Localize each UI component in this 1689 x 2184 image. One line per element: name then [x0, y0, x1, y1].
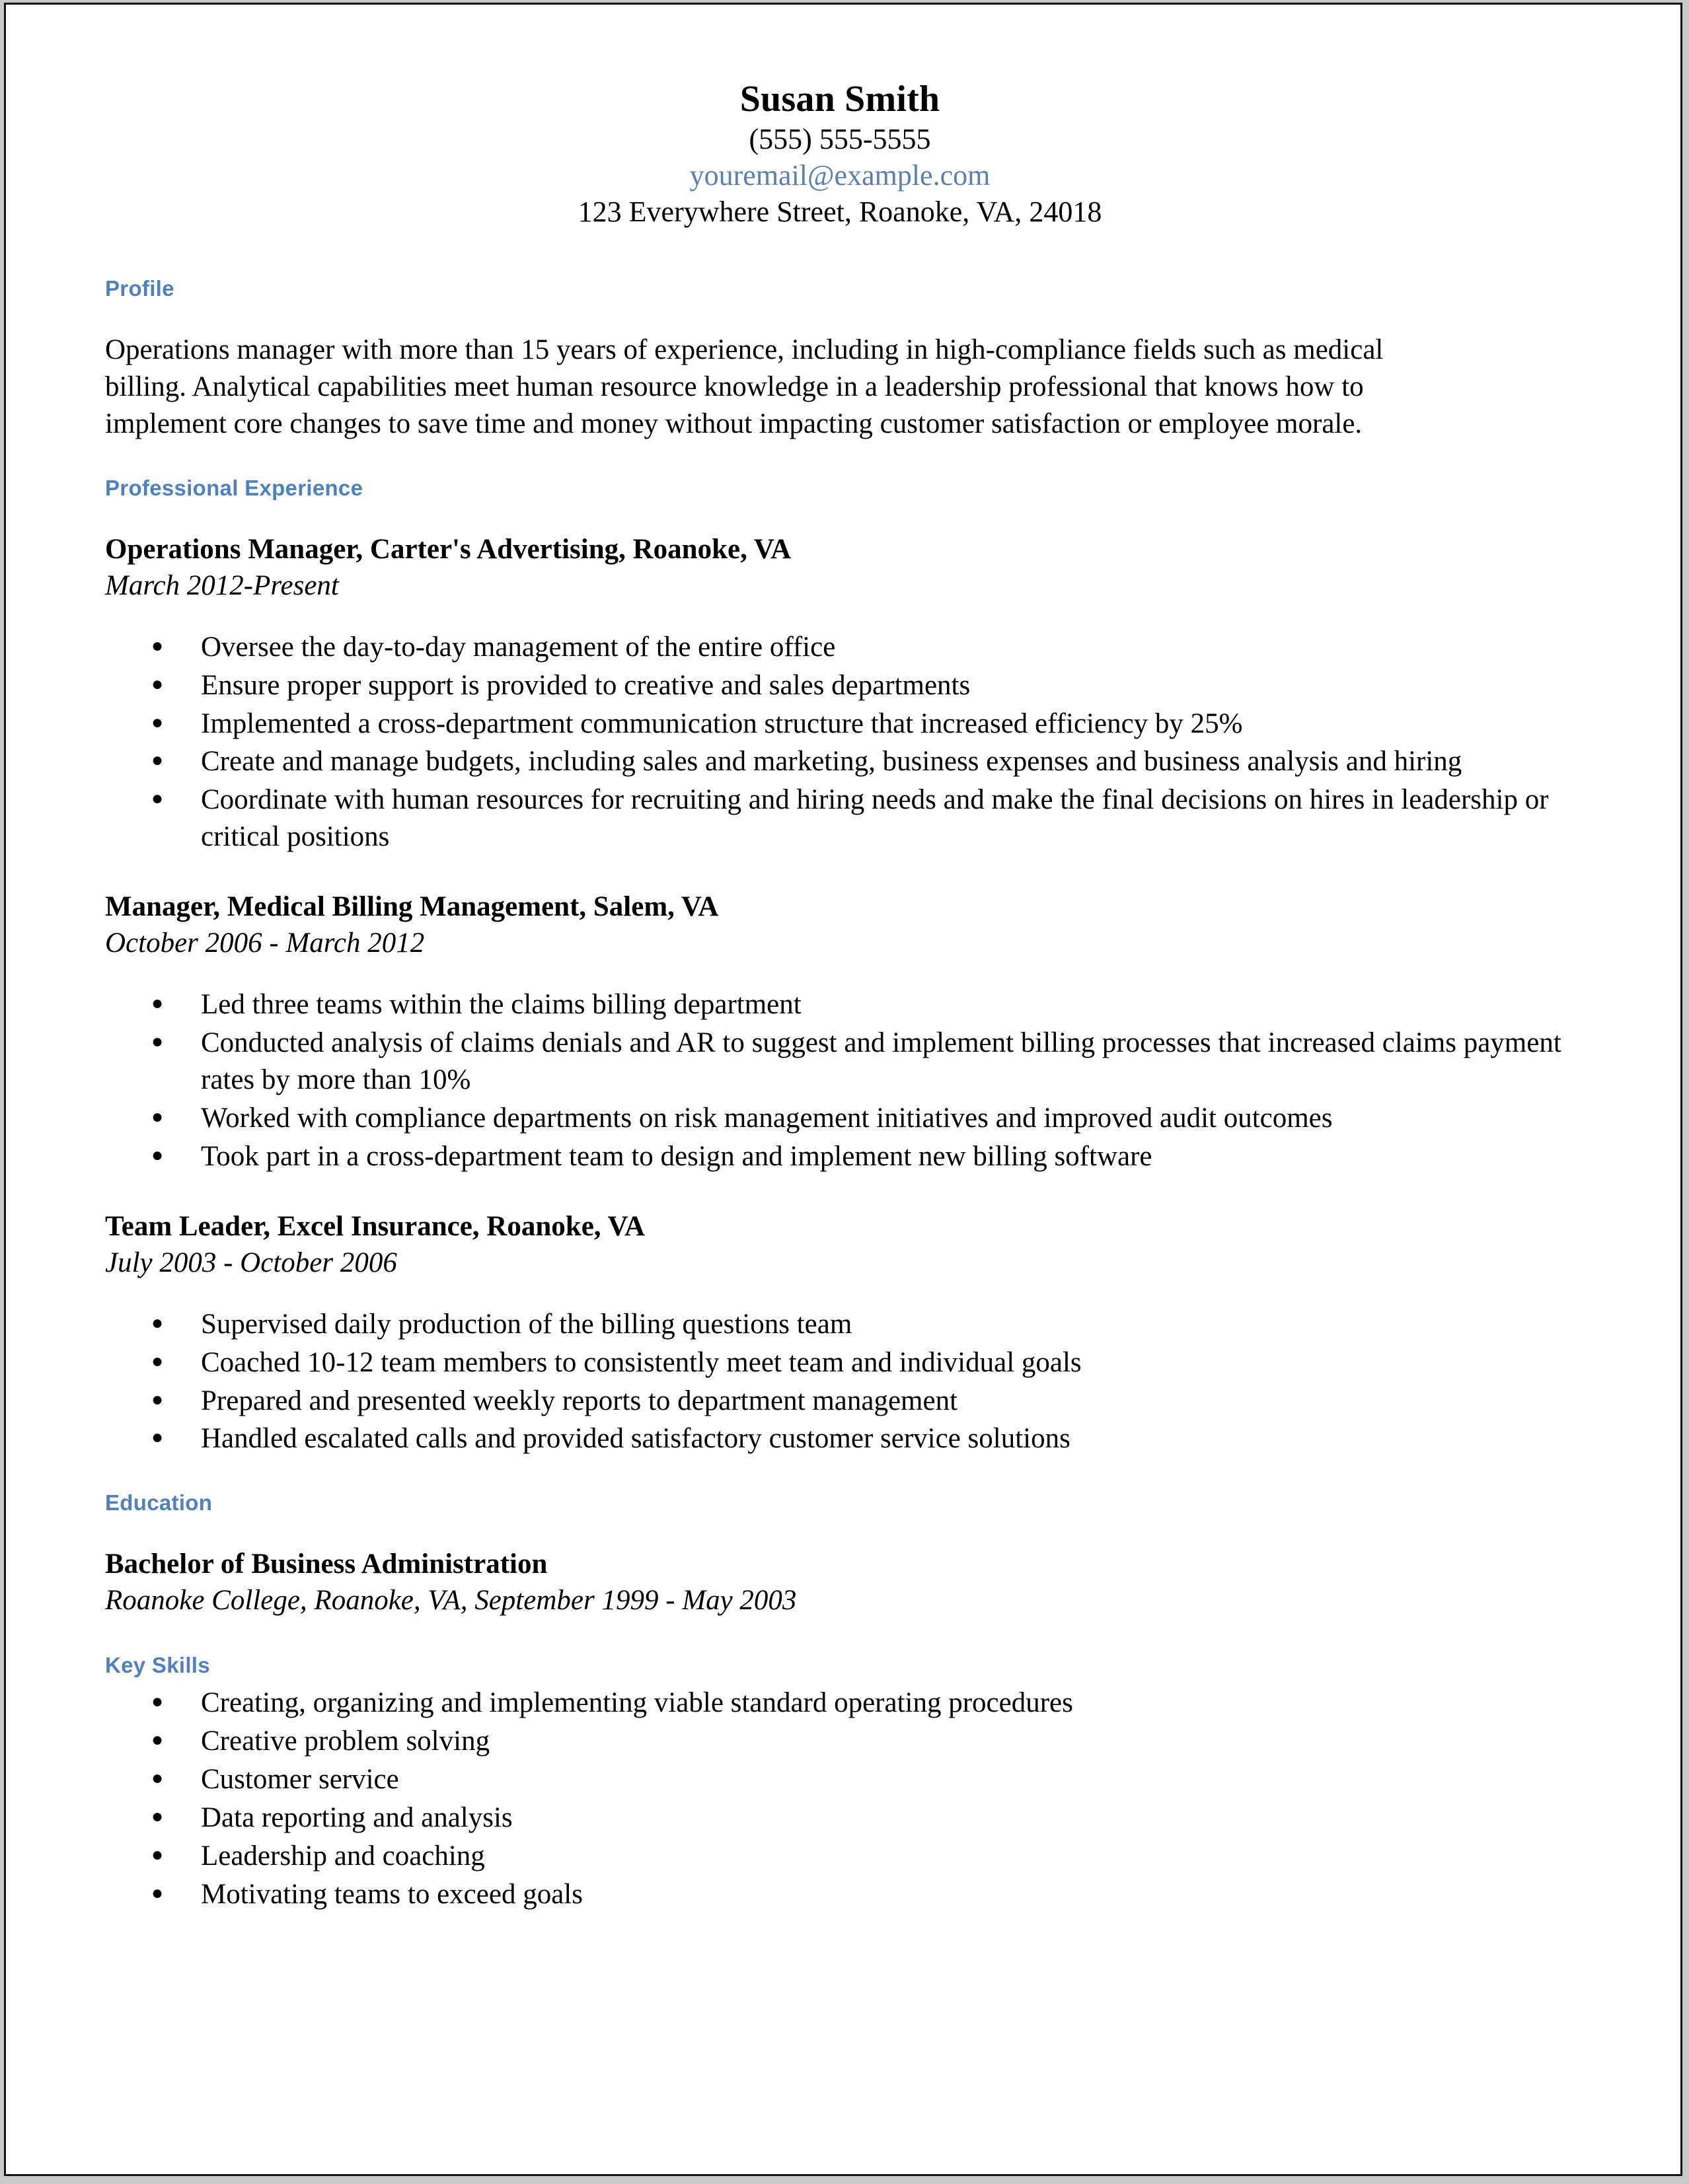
job-title: Operations Manager, Carter's Advertising, Roanoke, VA	[105, 533, 792, 565]
job-bullet-list	[105, 986, 1575, 1175]
list-item: ● Motivating teams to exceed goals	[105, 1876, 1575, 1913]
list-item: ● Data reporting and analysis	[105, 1800, 1575, 1837]
list-item: ● Led three teams within the claims billing department	[105, 986, 1575, 1023]
candidate-phone: (555) 555-5555	[749, 123, 931, 156]
resume-page	[4, 3, 1682, 2176]
section-profile	[105, 276, 1575, 443]
job-title: Manager, Medical Billing Management, Salem, VA	[105, 891, 719, 923]
section-education	[105, 1490, 1575, 1619]
list-item: ● Supervised daily production of the billing questions team	[105, 1306, 1575, 1343]
job-bullet-list	[105, 1306, 1575, 1458]
job-bullet-list	[105, 629, 1575, 855]
job-entry	[105, 889, 1575, 1175]
profile-paragraph: Operations manager with more than 15 years of experience, including in high-compliance fields such as medical billing. Analytical capabilities meet human resource knowledge in a leadership professional that knows how to implement core changes to save time and money without impacting customer satisfaction or employee morale.	[105, 334, 1384, 439]
resume-header	[105, 77, 1575, 230]
job-dates: July 2003 - October 2006	[105, 1247, 397, 1278]
list-item: ● Conducted analysis of claims denials and AR to suggest and implement billing processes that increased claims payment rates by more than 10%	[105, 1025, 1575, 1099]
list-item: ● Implemented a cross-department communication structure that increased efficiency by 25%	[105, 706, 1575, 743]
list-item: ● Creating, organizing and implementing viable standard operating procedures	[105, 1685, 1575, 1722]
list-item: ● Ensure proper support is provided to creative and sales departments	[105, 667, 1575, 704]
job-title: Team Leader, Excel Insurance, Roanoke, VA	[105, 1210, 646, 1242]
candidate-email-link[interactable]: youremail@example.com	[689, 159, 991, 192]
list-item: ● Prepared and presented weekly reports to department management	[105, 1383, 1575, 1420]
section-heading-professional-experience: Professional Experience	[105, 475, 363, 500]
section-professional-experience	[105, 476, 1575, 1458]
list-item: ● Oversee the day-to-day management of the entire office	[105, 629, 1575, 666]
list-item: ● Create and manage budgets, including sales and marketing, business expenses and business analysis and hiring	[105, 743, 1575, 780]
job-dates: March 2012-Present	[105, 569, 339, 601]
list-item: ● Worked with compliance departments on risk management initiatives and improved audit outcomes	[105, 1100, 1575, 1137]
section-heading-education: Education	[105, 1490, 213, 1515]
list-item: ● Creative problem solving	[105, 1723, 1575, 1760]
section-heading-key-skills: Key Skills	[105, 1653, 210, 1678]
job-entry	[105, 531, 1575, 855]
list-item: ● Took part in a cross-department team to design and implement new billing software	[105, 1138, 1575, 1175]
list-item: ● Coached 10-12 team members to consistently meet team and individual goals	[105, 1344, 1575, 1381]
education-detail: Roanoke College, Roanoke, VA, September 1999 - May 2003	[105, 1585, 797, 1617]
list-item: ● Leadership and coaching	[105, 1838, 1575, 1875]
section-key-skills	[105, 1653, 1575, 1912]
candidate-name: Susan Smith	[739, 79, 940, 120]
list-item: ● Coordinate with human resources for recruiting and hiring needs and make the final decisions on hires in leadership or critical positions	[105, 782, 1575, 855]
job-dates: October 2006 - March 2012	[105, 928, 425, 959]
section-heading-profile: Profile	[105, 276, 174, 301]
job-entry	[105, 1208, 1575, 1458]
list-item: ● Customer service	[105, 1761, 1575, 1798]
education-degree: Bachelor of Business Administration	[105, 1548, 548, 1580]
candidate-address: 123 Everywhere Street, Roanoke, VA, 24018	[578, 196, 1102, 229]
list-item: ● Handled escalated calls and provided satisfactory customer service solutions	[105, 1420, 1575, 1457]
key-skills-list	[105, 1685, 1575, 1912]
